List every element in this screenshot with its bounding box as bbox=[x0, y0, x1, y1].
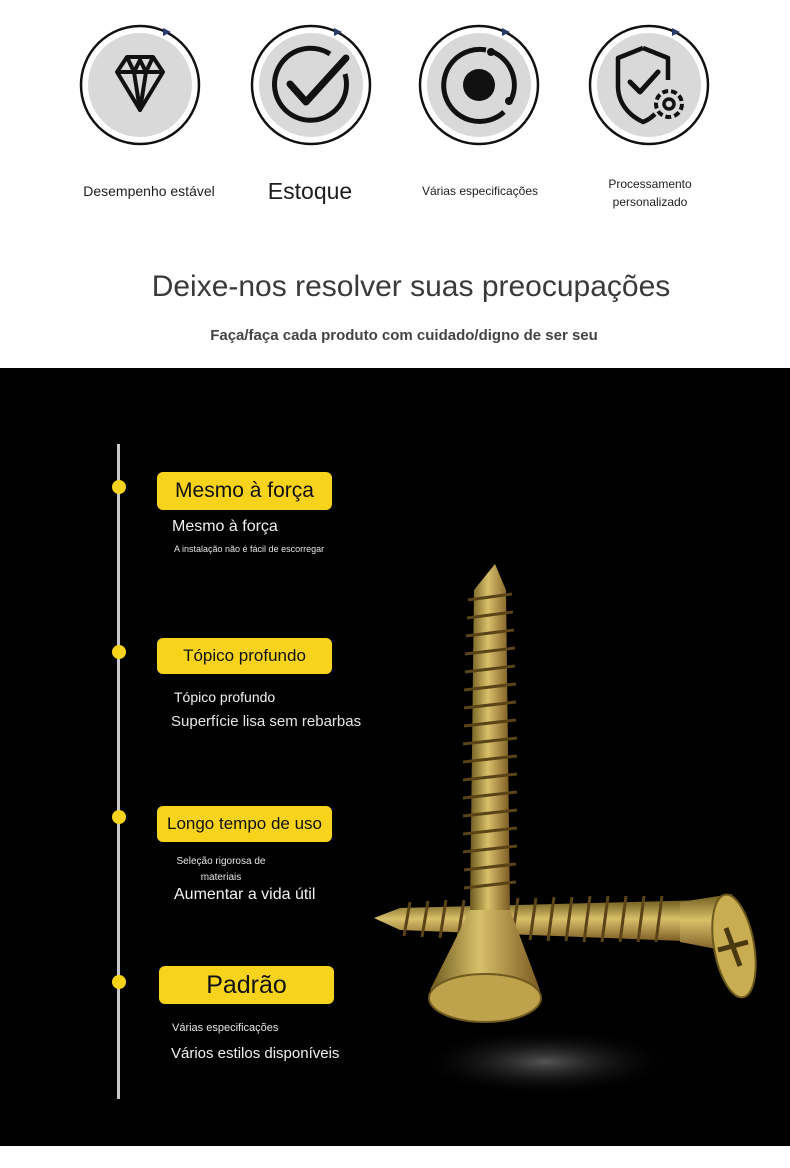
checkmark-icon bbox=[250, 24, 372, 146]
checkmark-badge bbox=[250, 24, 372, 146]
benefit-desc-1: A instalação não é fácil de escorregar bbox=[174, 544, 325, 554]
feature-label-3: Várias especificações bbox=[421, 184, 539, 198]
horizontal-screw bbox=[374, 891, 763, 1000]
timeline-line bbox=[117, 444, 120, 1099]
target-badge bbox=[418, 24, 540, 146]
vertical-screw bbox=[429, 564, 541, 1022]
benefit-tag-2: Tópico profundo bbox=[157, 638, 332, 674]
diamond-badge bbox=[79, 24, 201, 146]
feature-label-4 bbox=[580, 175, 720, 211]
benefit-tag-3: Longo tempo de uso bbox=[157, 806, 332, 842]
benefit-desc-4: Vários estilos disponíveis bbox=[171, 1045, 340, 1062]
benefit-desc-2: Superfície lisa sem rebarbas bbox=[171, 713, 362, 730]
benefit-tag-4: Padrão bbox=[159, 966, 334, 1004]
diamond-icon bbox=[79, 24, 201, 146]
target-icon bbox=[418, 24, 540, 146]
benefit-title-4: Várias especificações bbox=[172, 1022, 279, 1034]
benefit-desc-3: Aumentar a vida útil bbox=[174, 886, 316, 903]
benefit-title-1: Mesmo à força bbox=[172, 518, 278, 535]
shield-gear-badge bbox=[588, 24, 710, 146]
benefit-title-2: Tópico profundo bbox=[174, 689, 276, 705]
shield-gear-icon bbox=[588, 24, 710, 146]
benefit-tag-1: Mesmo à força bbox=[157, 472, 332, 510]
benefit-title-3 bbox=[168, 854, 274, 886]
feature-label-4-line2: personalizado bbox=[612, 195, 688, 209]
timeline-dot bbox=[112, 645, 126, 659]
timeline-dot bbox=[112, 810, 126, 824]
subline: Faça/faça cada produto com cuidado/digno de ser seu bbox=[210, 327, 598, 344]
timeline-dot bbox=[112, 480, 126, 494]
benefit-title-3-line1: Seleção rigorosa de bbox=[176, 856, 266, 867]
screws-illustration bbox=[360, 550, 780, 1110]
feature-label-4-line1: Processamento bbox=[608, 177, 692, 191]
feature-label-1: Desempenho estável bbox=[83, 183, 215, 199]
feature-label-2: Estoque bbox=[267, 178, 353, 204]
headline: Deixe-nos resolver suas preocupações bbox=[151, 270, 671, 303]
features-section bbox=[0, 0, 790, 368]
benefit-title-3-line2: materiais bbox=[200, 872, 242, 883]
timeline-dot bbox=[112, 975, 126, 989]
bottom-strip bbox=[0, 1146, 790, 1168]
